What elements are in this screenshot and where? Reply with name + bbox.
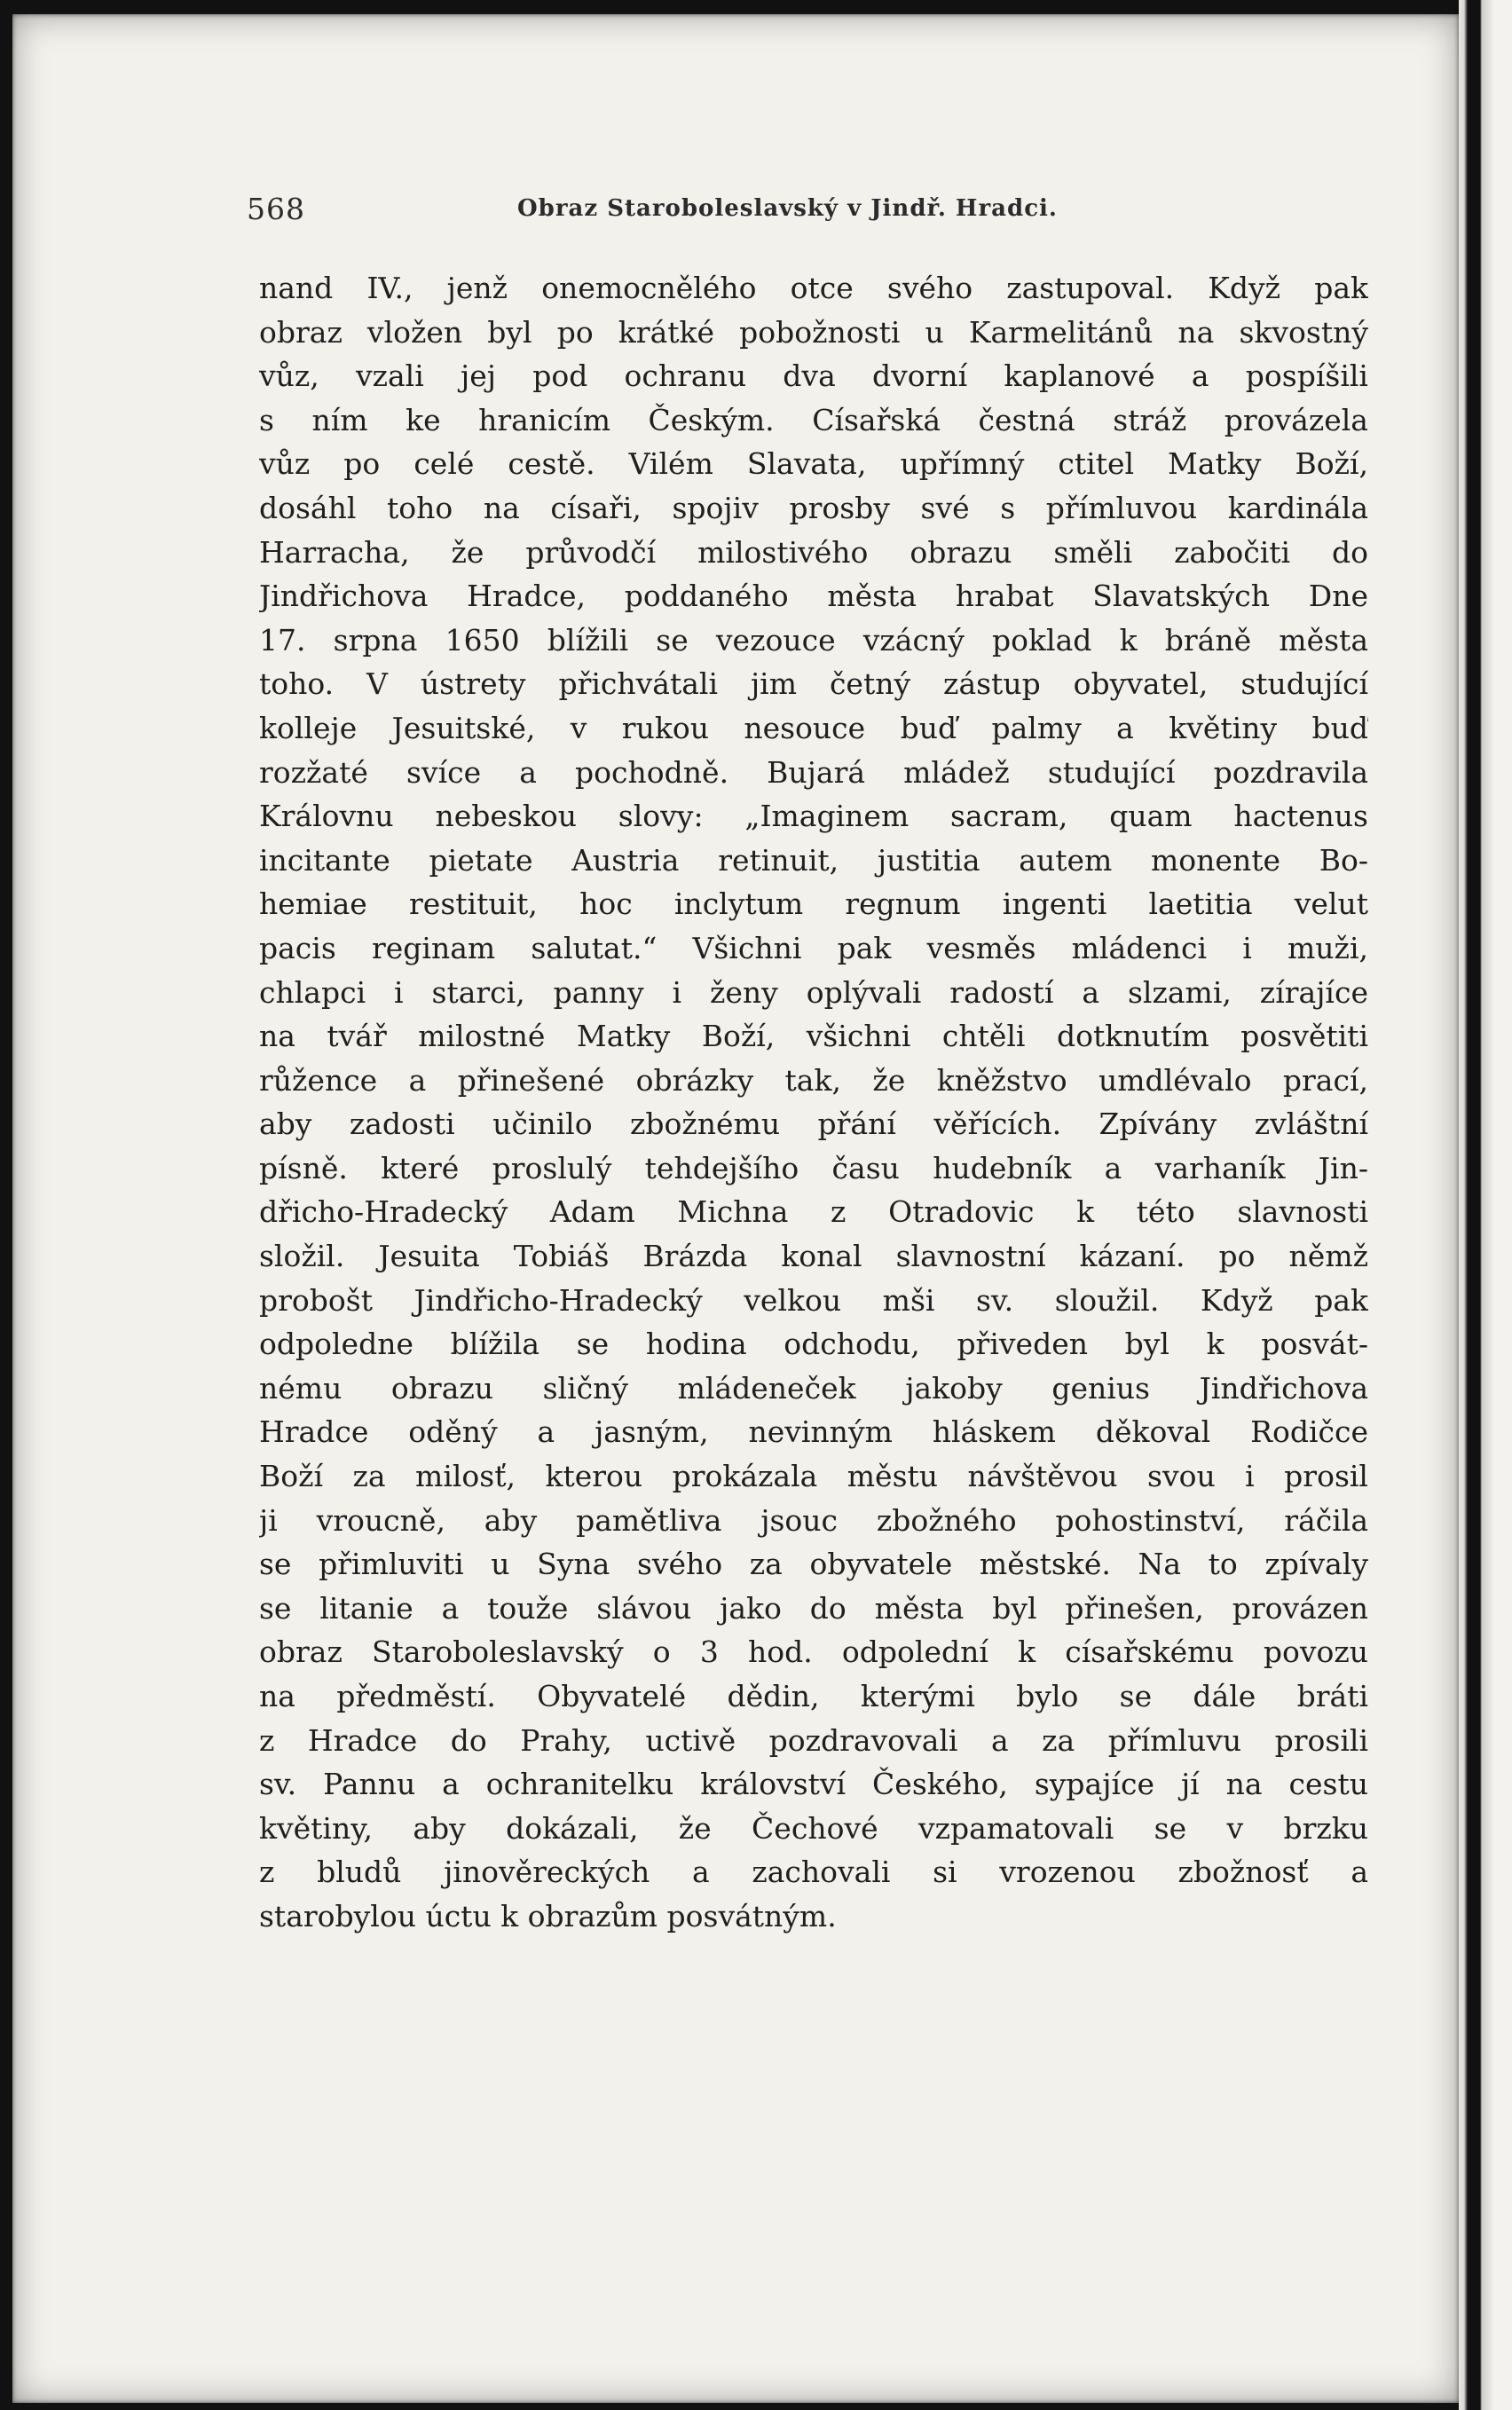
running-head bbox=[247, 192, 1249, 236]
text-line: dosáhl toho na císaři, spojiv prosby své s přímluvou kardinála bbox=[259, 490, 1368, 525]
text-line: vůz po celé cestě. Vilém Slavata, upřímný ctitel Matky Boží, bbox=[259, 446, 1368, 482]
text-line: probošt Jindřicho-Hradecký velkou mši sv. sloužil. Když pak bbox=[259, 1282, 1368, 1318]
text-line: květiny, aby dokázali, že Čechové vzpamatovali se v brzku bbox=[259, 1810, 1368, 1846]
text-line: obraz Staroboleslavský o 3 hod. odpolední k císařskému povozu bbox=[259, 1634, 1368, 1670]
text-line: incitante pietate Austria retinuit, justitia autem monente Bo- bbox=[259, 842, 1368, 878]
text-line: se litanie a touže slávou jako do města byl přinešen, provázen bbox=[259, 1590, 1368, 1626]
page-number: 568 bbox=[247, 192, 305, 226]
text-line: Harracha, že průvodčí milostivého obrazu směli zabočiti do bbox=[259, 534, 1368, 570]
text-line: pacis reginam salutat.“ Všichni pak vesměs mládenci i muži, bbox=[259, 930, 1368, 965]
running-title: Obraz Staroboleslavský v Jindř. Hradci. bbox=[517, 195, 1058, 222]
text-line: z bludů jinověreckých a zachovali si vrozenou zbožnosť a bbox=[259, 1855, 1368, 1890]
text-line: se přimluviti u Syna svého za obyvatele městské. Na to zpívaly bbox=[259, 1547, 1368, 1582]
text-line: aby zadosti učinilo zbožnému přání věřících. Zpívány zvláštní bbox=[259, 1107, 1368, 1142]
page-edge bbox=[1459, 0, 1512, 2410]
text-line: dřicho-Hradecký Adam Michna z Otradovic k této slavnosti bbox=[259, 1194, 1368, 1230]
text-line: nand IV., jenž onemocnělého otce svého zastupoval. Když pak bbox=[259, 271, 1368, 305]
text-line: chlapci i starci, panny i ženy oplývali radostí a slzami, zírajíce bbox=[259, 974, 1368, 1010]
text-line: ji vroucně, aby pamětliva jsouc zbožného pohostinství, ráčila bbox=[259, 1502, 1368, 1538]
text-line: na tvář milostné Matky Boží, všichni chtěli dotknutím posvětiti bbox=[259, 1019, 1368, 1054]
text-line: písně. které proslulý tehdejšího času hudebník a varhaník Jin- bbox=[259, 1150, 1368, 1185]
text-line: Královnu nebeskou slovy: „Imaginem sacram, quam hactenus bbox=[259, 799, 1368, 834]
text-line: Boží za milosť, kterou prokázala městu návštěvou svou i prosil bbox=[259, 1459, 1368, 1494]
text-line: růžence a přinešené obrázky tak, že kněžstvo umdlévalo prací, bbox=[259, 1062, 1368, 1098]
text-line: na předměstí. Obyvatelé dědin, kterými bylo se dále bráti bbox=[259, 1679, 1368, 1713]
text-line: z Hradce do Prahy, uctivě pozdravovali a za přímluvu prosili bbox=[259, 1722, 1368, 1758]
text-line: vůz, vzali jej pod ochranu dva dvorní kaplanové a pospíšili bbox=[259, 358, 1368, 394]
text-line: s ním ke hranicím Českým. Císařská čestná stráž provázela bbox=[259, 402, 1368, 437]
text-line: Hradce oděný a jasným, nevinným hláskem děkoval Rodičce bbox=[259, 1414, 1368, 1450]
text-line: kolleje Jesuitské, v rukou nesouce buď palmy a květiny buď bbox=[259, 710, 1368, 745]
text-line: sv. Pannu a ochranitelku království Českého, sypajíce jí na cestu bbox=[259, 1767, 1368, 1802]
text-line: 17. srpna 1650 blížili se vezouce vzácný poklad k bráně města bbox=[259, 622, 1368, 658]
text-line: Jindřichova Hradce, poddaného města hrabat Slavatských Dne bbox=[259, 579, 1368, 614]
text-line: nému obrazu sličný mládeneček jakoby genius Jindřichova bbox=[259, 1370, 1368, 1406]
body-text bbox=[259, 266, 1368, 1939]
text-line: obraz vložen byl po krátké pobožnosti u Karmelitánů na skvostný bbox=[259, 314, 1368, 350]
text-line: rozžaté svíce a pochodně. Bujará mládež studující pozdravila bbox=[259, 754, 1368, 790]
text-line: toho. V ústrety přichvátali jim četný zástup obyvatel, studující bbox=[259, 666, 1368, 702]
text-line: hemiae restituit, hoc inclytum regnum ingenti laetitia velut bbox=[259, 886, 1368, 922]
text-line: starobylou úctu k obrazům posvátným. bbox=[259, 1898, 837, 1934]
text-line: odpoledne blížila se hodina odchodu, přiveden byl k posvát- bbox=[259, 1327, 1368, 1362]
text-line: složil. Jesuita Tobiáš Brázda konal slavnostní kázaní. po němž bbox=[259, 1239, 1368, 1274]
